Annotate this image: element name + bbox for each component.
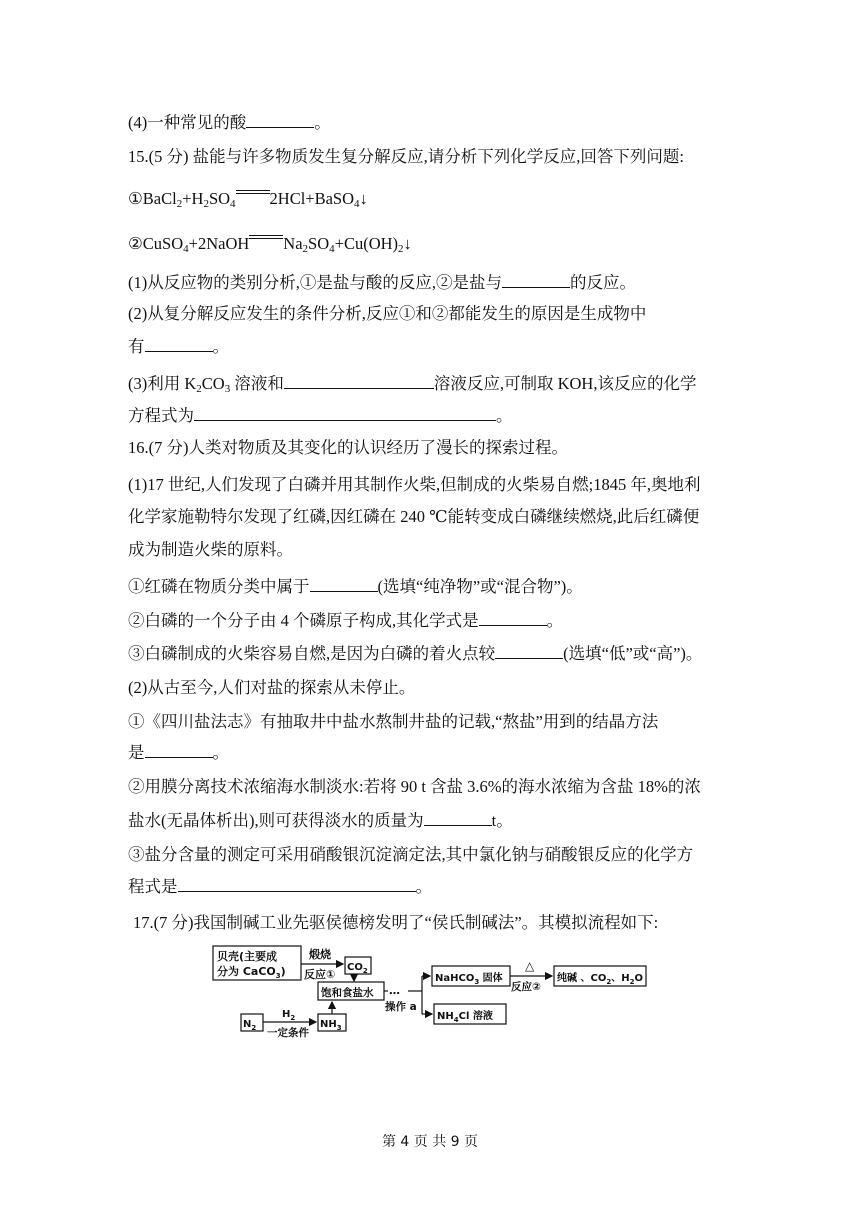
brine-label: 饱和食盐水 — [321, 987, 374, 999]
equals-sign — [249, 233, 283, 245]
answer-blank[interactable] — [246, 112, 314, 128]
answer-blank[interactable] — [145, 742, 213, 758]
page-footer: 第 4 页 共 9 页 — [381, 1134, 479, 1150]
answer-blank[interactable] — [284, 373, 434, 389]
answer-blank[interactable] — [479, 610, 547, 626]
nh3-label: $NH_3$ — [320, 1019, 342, 1032]
operation-a-label: 操作 a — [385, 1001, 417, 1013]
q16-part2-iii-line2: 程式是 。 — [128, 877, 432, 896]
answer-blank[interactable] — [502, 272, 570, 288]
q15-title: 15.(5 分) 盐能与许多物质发生复分解反应,请分析下列化学反应,回答下列问题: — [128, 147, 684, 166]
q16-part1-line2: 化学家施勒特尔发现了红磷,因红磷在 240 ℃能转变成白磷继续燃烧,此后红磷便 — [128, 507, 700, 526]
q16-part1-line1: (1)17 世纪,人们发现了白磷并用其制作火柴,但制成的火柴易自燃;1845 年,奥地利 — [128, 475, 701, 494]
n2-label: $N_2$ — [243, 1019, 257, 1032]
q16-part1-iii: ③白磷制成的火柴容易自燃,是因为白磷的着火点较 (选填“低”或“高”)。 — [128, 644, 703, 663]
q16-part2-i-line1: ①《四川盐法志》有抽取井中盐水熬制井盐的记载,“熬盐”用到的结晶方法 — [128, 712, 659, 731]
q15-part3a: (3)利用 $K_2CO_3$ 溶液和 溶液反应,可制取 KOH,该反应的化学 — [128, 374, 697, 395]
shell-label-line2: 分为 CaCO$_3$) — [217, 965, 286, 980]
answer-blank[interactable] — [495, 643, 563, 659]
q16-title: 16.(7 分)人类对物质及其变化的认识经历了漫长的探索过程。 — [128, 438, 568, 457]
flow-diagram — [212, 940, 652, 1040]
q16-part2-i-line2: 是 。 — [128, 743, 229, 762]
reaction1-label: 反应① — [304, 968, 336, 981]
q16-part2-iii-line1: ③盐分含量的测定可采用硝酸银沉淀滴定法,其中氯化钠与硝酸银反应的化学方 — [128, 845, 694, 864]
nahco3-label: NaHCO$_3$ 固体 — [435, 973, 503, 986]
q16-part1-ii: ②白磷的一个分子由 4 个磷原子构成,其化学式是 。 — [128, 611, 564, 630]
q14-part4: (4)一种常见的酸 。 — [128, 113, 331, 132]
calcine-label: 煅烧 — [309, 948, 331, 961]
delta-label: △ — [525, 959, 535, 973]
q15-part2a: (2)从复分解反应发生的条件分析,反应①和②都能发生的原因是生成物中 — [128, 304, 647, 323]
ellipsis: … — [389, 984, 400, 997]
answer-blank[interactable] — [310, 576, 378, 592]
equals-sign — [236, 188, 270, 200]
answer-blank[interactable] — [178, 876, 416, 892]
reaction2-label: 反应② — [511, 981, 541, 993]
q16-part1-line3: 成为制造火柴的原料。 — [128, 540, 293, 559]
answer-blank[interactable] — [145, 336, 213, 352]
answer-blank[interactable] — [194, 405, 496, 421]
products-label: 纯碱 、$CO_2$、$H_2O$ — [557, 973, 643, 986]
equation-1: $①BaCl_2+H_2SO_4$ 2HCl+BaSO$_4$↓ — [128, 189, 368, 210]
q16-part2: (2)从古至今,人们对盐的探索从未停止。 — [128, 678, 416, 697]
q17-title: 17.(7 分)我国制碱工业先驱侯德榜发明了“侯氏制碱法”。其模拟流程如下: — [133, 913, 659, 932]
condition-label: 一定条件 — [267, 1027, 309, 1039]
q16-part1-i: ①红磷在物质分类中属于 (选填“纯净物”或“混合物”)。 — [128, 577, 583, 596]
equation-2: ②CuSO$_4$+2NaOH $Na_2SO_4+Cu(OH)_2↓$ — [128, 234, 412, 255]
q16-part2-ii-line1: ②用膜分离技术浓缩海水制淡水:若将 90 t 含盐 3.6%的海水浓缩为含盐 18%的浓 — [128, 777, 701, 796]
q15-part3b: 方程式为 。 — [128, 406, 513, 425]
q15-part2b: 有 。 — [128, 337, 229, 356]
co2-label: $CO_2$ — [347, 962, 368, 975]
nh4cl-label: $NH_4Cl$ 溶液 — [437, 1011, 493, 1024]
answer-blank[interactable] — [424, 810, 492, 826]
q16-part2-ii-line2: 盐水(无晶体析出),则可获得淡水的质量为 t。 — [128, 811, 513, 830]
q15-part1: (1)从反应物的类别分析,①是盐与酸的反应,②是盐与 的反应。 — [128, 273, 636, 292]
shell-label-line1: 贝壳(主要成 — [217, 950, 278, 963]
h2-label: $H_2$ — [282, 1009, 296, 1022]
